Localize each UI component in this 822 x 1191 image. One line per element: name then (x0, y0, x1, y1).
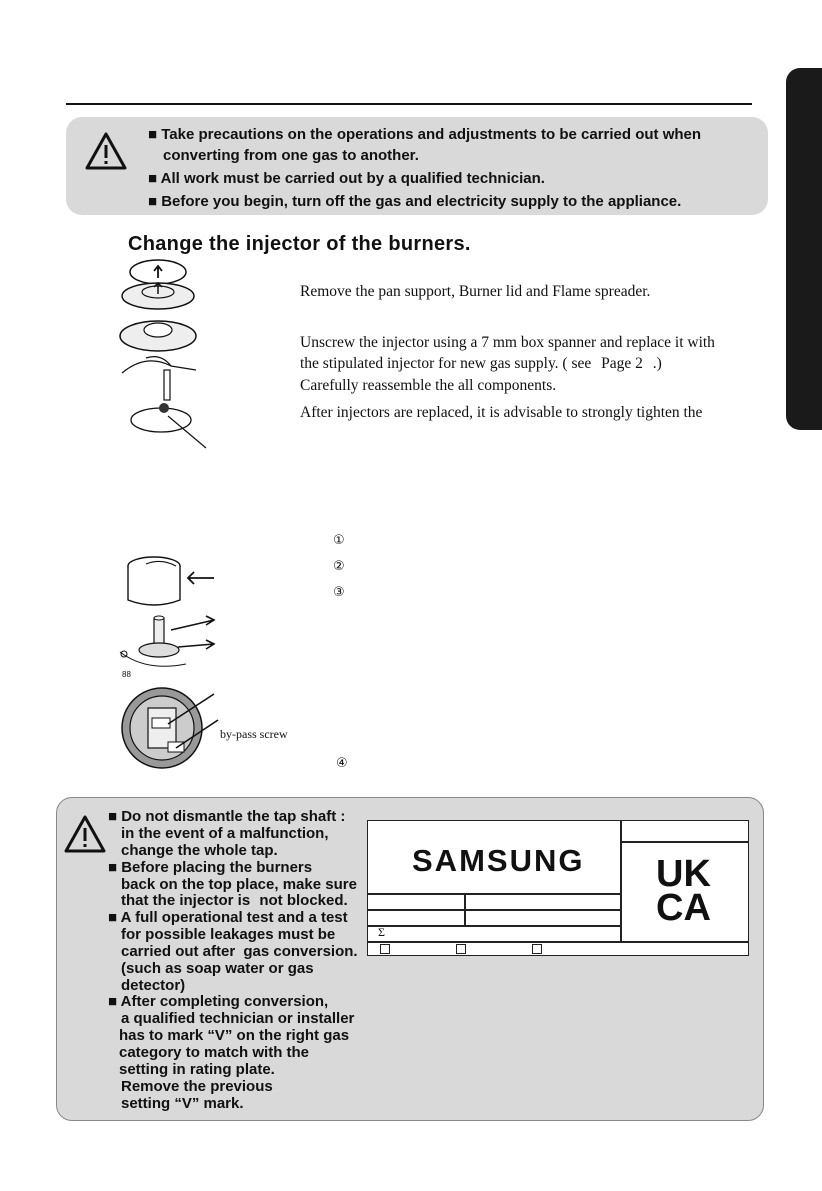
note-line: setting “V” mark. (121, 1095, 244, 1112)
warning-line: ■ Before you begin, turn off the gas and electricity supply to the appliance. (148, 193, 682, 210)
ukca-line: CA (656, 887, 711, 929)
note-line: ■ Before placing the burners (108, 859, 313, 876)
marker-4: ④ (336, 756, 348, 771)
warning-line: converting from one gas to another. (163, 147, 419, 164)
warning-triangle-icon (63, 814, 107, 854)
note-line-part: carried out after (121, 943, 236, 960)
note-line (121, 943, 358, 960)
ukca-mark (656, 853, 711, 929)
note-line: back on the top place, make sure (121, 876, 357, 893)
note-line: ■ Do not dismantle the tap shaft : (108, 808, 346, 825)
step-text: Remove the pan support, Burner lid and Flame spreader. (300, 283, 651, 300)
step-text-part: the stipulated injector for new gas supply. ( see (300, 355, 592, 372)
plate-divider (368, 893, 620, 895)
note-line (121, 892, 348, 909)
note-line: ■ After completing conversion, (108, 993, 329, 1010)
marker-3: ③ (333, 585, 345, 600)
marker-1: ① (333, 533, 345, 548)
knob-illustration (106, 552, 226, 682)
plate-divider (620, 821, 622, 941)
step-text: Carefully reassemble the all components. (300, 377, 557, 394)
ukca-line: UK (656, 853, 711, 895)
plate-divider (464, 893, 466, 925)
page-reference-link[interactable]: Page 2 (601, 355, 643, 372)
gas-category-checkbox[interactable] (456, 944, 466, 954)
note-line-part: that the injector is (121, 892, 251, 909)
plate-divider (368, 941, 748, 943)
note-line: detector) (121, 977, 186, 994)
step-text (300, 354, 662, 374)
note-line: ■ A full operational test and a test (108, 909, 348, 926)
samsung-logo: SAMSUNG (412, 843, 585, 878)
step-text-part: .) (652, 355, 662, 372)
note-line: for possible leakages must be (121, 926, 336, 943)
gas-category-checkbox[interactable] (532, 944, 542, 954)
marker-2: ② (333, 559, 345, 574)
note-line: setting in rating plate. (119, 1061, 275, 1078)
gas-category-checkbox[interactable] (380, 944, 390, 954)
note-line: a qualified technician or installer (121, 1010, 355, 1027)
note-line: category to match with the (119, 1044, 310, 1061)
note-line: in the event of a malfunction, (121, 825, 329, 842)
note-line: change the whole tap. (121, 842, 278, 859)
warning-line: ■ Take precautions on the operations and adjustments to be carried out when (148, 126, 702, 143)
side-tab (786, 68, 822, 430)
plate-divider (368, 909, 620, 911)
plate-divider (620, 841, 748, 843)
note-line-part: gas conversion. (243, 943, 358, 960)
step-text: Unscrew the injector using a 7 mm box spanner and replace it with (300, 334, 715, 351)
warning-line: ■ All work must be carried out by a qualified technician. (148, 170, 545, 187)
note-line: Remove the previous (121, 1078, 273, 1095)
knob-scale: 88 (122, 670, 131, 679)
warning-triangle-icon (84, 131, 128, 171)
rating-plate (367, 820, 749, 956)
note-line: has to mark “V” on the right gas (119, 1027, 350, 1044)
bypass-screw-label: by-pass screw (220, 727, 288, 741)
sigma-symbol: Σ (378, 925, 385, 939)
step-text: After injectors are replaced, it is advisable to strongly tighten the (300, 404, 703, 421)
note-line-part: not blocked. (259, 892, 348, 909)
header-rule (66, 103, 752, 105)
section-heading: Change the injector of the burners. (128, 233, 471, 255)
plate-divider (368, 925, 620, 927)
note-line: (such as soap water or gas (121, 960, 314, 977)
burner-illustration (116, 258, 216, 458)
